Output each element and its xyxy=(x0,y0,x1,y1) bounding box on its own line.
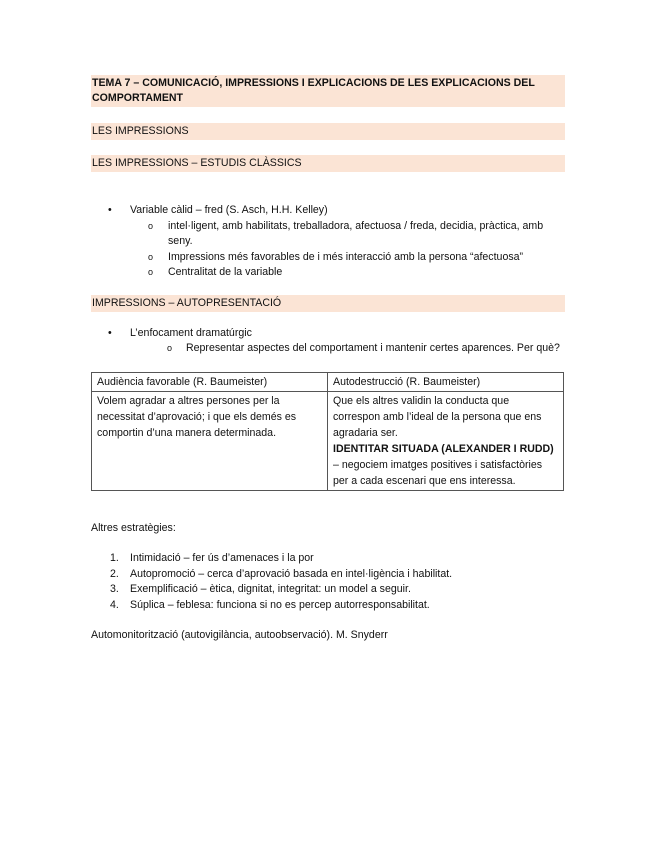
document-page xyxy=(91,75,565,644)
closing-note: Automonitorització (autovigilància, autoobservació). M. Snyderr xyxy=(91,629,388,641)
table-header-row xyxy=(92,372,564,391)
sub-list-item: o intel·ligent, amb habilitats, treballadora, afectuosa / freda, decidia, pràctica, amb seny. xyxy=(91,219,565,250)
list-number: 1. xyxy=(110,552,119,564)
audience-text: Volem agradar a altres persones per la necessitat d’aprovació; i que els demés es comportin d’una manera determinada. xyxy=(97,394,297,439)
list-text: Súplica – feblesa: funciona si no es percep autorresponsabilitat. xyxy=(130,598,430,611)
situated-identity-label: IDENTITAR SITUADA (ALEXANDER I RUDD) xyxy=(333,442,554,455)
list-number: 2. xyxy=(110,567,119,580)
section-heading-classic-studies: LES IMPRESSIONS – ESTUDIS CLÀSSICS xyxy=(91,155,565,172)
sub-list-item: o Impressions més favorables de i més interacció amb la persona “afectuosa” xyxy=(91,250,565,266)
section-heading-impressions: LES IMPRESSIONS xyxy=(91,123,565,140)
table-header-cell: Audiència favorable (R. Baumeister) xyxy=(92,372,328,391)
self-presentation-list xyxy=(91,326,565,357)
table-header-cell: Autodestrucció (R. Baumeister) xyxy=(328,372,564,391)
section-heading-self-presentation: IMPRESSIONS – AUTOPRESENTACIÓ xyxy=(91,295,565,312)
sub-list-item: o Representar aspectes del comportament i mantenir certes aparences. Per què? xyxy=(91,341,565,357)
list-item: • Variable càlid – fred (S. Asch, H.H. Kelley) xyxy=(91,203,565,219)
list-number: 3. xyxy=(110,583,119,595)
table-cell xyxy=(328,391,564,490)
list-item xyxy=(91,567,565,583)
list-text: Exemplificació – ètica, dignitat, integritat: un model a seguir. xyxy=(130,583,411,595)
list-number: 4. xyxy=(110,598,119,611)
list-text: Intimidació – fer ús d’amenaces i la por xyxy=(130,552,314,564)
classic-studies-list xyxy=(91,203,565,281)
list-item xyxy=(91,598,565,614)
table-row xyxy=(92,391,564,490)
self-destruction-text: Que els altres validin la conducta que correspon amb l’ideal de la persona que ens agradaria ser. xyxy=(333,394,542,439)
page-title: TEMA 7 – COMUNICACIÓ, IMPRESSIONS I EXPLICACIONS DE LES EXPLICACIONS DEL COMPORTAMENT xyxy=(91,75,565,107)
list-text: Autopromoció – cerca d’aprovació basada en intel·ligència i habilitat. xyxy=(130,567,453,580)
sub-list-item: o Centralitat de la variable xyxy=(91,265,565,281)
strategies-list xyxy=(91,551,565,613)
list-item: • L’enfocament dramatúrgic xyxy=(91,326,565,342)
baumeister-table xyxy=(91,372,564,491)
list-item xyxy=(91,582,565,598)
list-item xyxy=(91,551,565,567)
other-strategies-label: Altres estratègies: xyxy=(91,521,176,534)
table-cell xyxy=(92,391,328,490)
situated-identity-text: – negociem imatges positives i satisfactòries per a cada escenari que ens interessa. xyxy=(333,458,543,487)
